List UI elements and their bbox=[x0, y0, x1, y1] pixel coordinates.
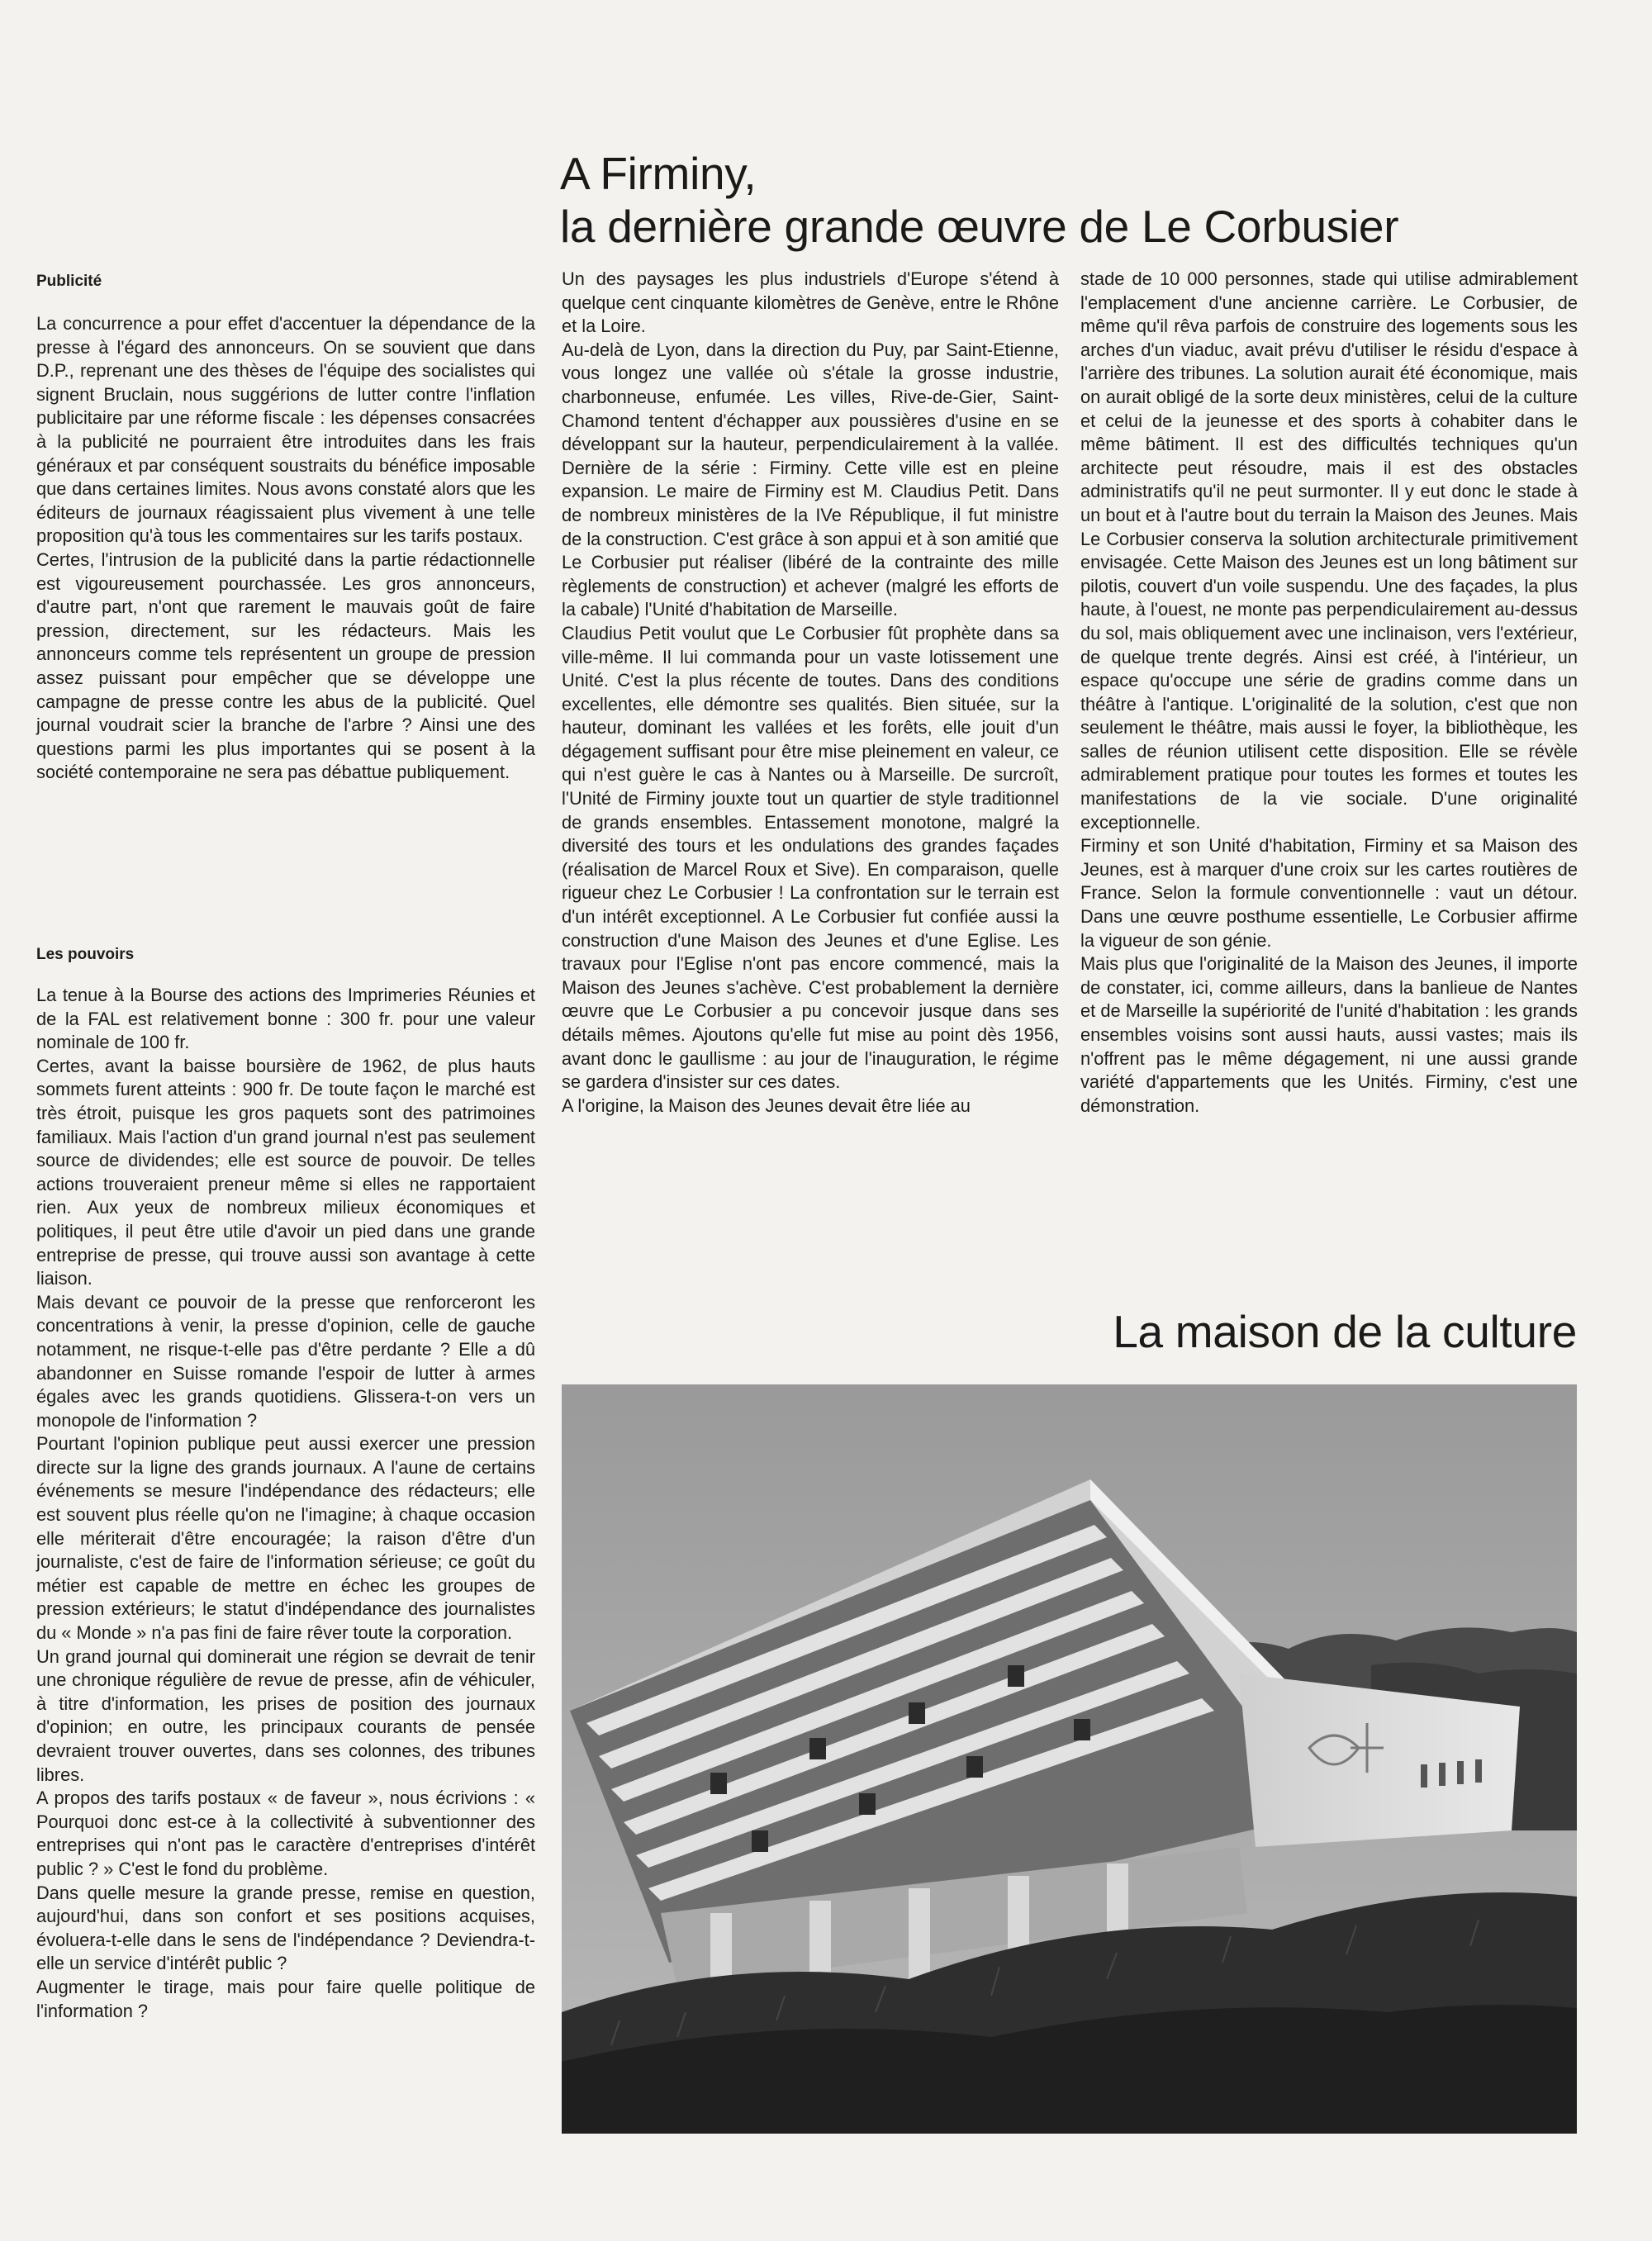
paragraph: Pourtant l'opinion publique peut aussi exercer une pression directe sur la ligne des grands journaux. A l'aune de certains événements se mesure l'indépendance des rédacteurs; elle est souvent plus réelle qu'on ne l'imagine; à chaque occasion elle mériterait d'être encouragée; la raison d'être d'un journaliste, c'est de faire de l'information sérieuse; ce goût du métier est capable de mettre en échec les groupes de pression extérieurs; le statut d'indépendance des journalistes du « Monde » n'a pas fini de faire rêver toute la corporation. bbox=[36, 1433, 535, 1644]
paragraph: Mais devant ce pouvoir de la presse que renforceront les concentrations à venir, la presse d'opinion, celle de gauche notamment, ne risque-t-elle pas d'être perdante ? Elle a dû abandonner en Suisse romande l'espoir de lutter à armes égales avec les grands quotidiens. Glissera-t-on vers un monopole de l'information ? bbox=[36, 1291, 535, 1431]
paragraph: Mais plus que l'originalité de la Maison des Jeunes, il importe de constater, ici, comme ailleurs, dans la banlieue de Nantes et de Marseille la supériorité de l'unité d'habitation : les grands ensembles voisins sont aussi hauts, aussi vastes; mais ils n'offrent pas le même dégagement, ni une aussi grande variété d'appartements que les Unités. Firminy, c'est une démonstration. bbox=[1080, 953, 1578, 1116]
section-subtitle: La maison de la culture bbox=[1113, 1306, 1577, 1357]
paragraph: Un grand journal qui dominerait une région se devrait de tenir une chronique régulière de revue de presse, afin de véhiculer, à titre d'information, les prises de position des journaux d'opinion; en outre, les principaux courants de pensée devraient trouver ouvertes, dans ses colonnes, des tribunes libres. bbox=[36, 1645, 535, 1785]
column-left-publicite bbox=[36, 271, 535, 785]
building-photo bbox=[562, 1384, 1577, 2134]
paragraph: La tenue à la Bourse des actions des Imprimeries Réunies et de la FAL est relativement bonne : 300 fr. pour une valeur nominale de 100 fr. bbox=[36, 985, 535, 1053]
paragraph: Claudius Petit voulut que Le Corbusier fût prophète dans sa ville-même. Il lui commanda pour un vaste lotissement une Unité. C'est la plus récente de toutes. Dans des conditions excellentes, elle démontre ses qualités. Bien située, sur la hauteur, dominant les vallées et les forêts, elle jouit d'un dégagement suffisant pour être mise pleinement en valeur, ce qui n'est guère le cas à Nantes ou à Marseille. De surcroît, l'Unité de Firminy jouxte tout un quartier de style traditionnel de grands ensembles. Entassement monotone, malgré la diversité des tours et les ondulations des grandes façades (réalisation de Marcel Roux et Sive). En comparaison, quelle rigueur chez Le Corbusier ! La confrontation sur le terrain est d'un intérêt exceptionnel. A Le Corbusier fut confiée aussi la construction d'une Maison des Jeunes et d'une Eglise. Les travaux pour l'Eglise n'ont pas encore commencé, mais la Maison des Jeunes s'achève. C'est probablement la dernière œuvre que Le Corbusier a pu concevoir jusque dans ses détails mêmes. Ajoutons qu'elle fut mise au point dès 1956, avant donc le gaullisme : au jour de l'inauguration, le régime se gardera d'insister sur ces dates. bbox=[562, 622, 1059, 1093]
column-middle bbox=[562, 268, 1059, 1118]
heading-les-pouvoirs: Les pouvoirs bbox=[36, 946, 135, 963]
paragraph: Augmenter le tirage, mais pour faire quelle politique de l'information ? bbox=[36, 1976, 535, 2021]
column-right bbox=[1080, 268, 1578, 1118]
paragraph: Certes, avant la baisse boursière de 1962, de plus hauts sommets furent atteints : 900 fr. De toute façon le marché est très étroit, puisque les gros paquets sont des patrimoines familiaux. Mais l'action d'un grand journal n'est pas seulement source de dividendes; elle est source de pouvoir. De telles actions trouveraient preneur même si elles ne rapportaient rien. Aux yeux de nombreux milieux économiques et politiques, il peut être utile d'avoir un pied dans une grande entreprise de presse, qui trouve aussi son avantage à cette liaison. bbox=[36, 1055, 535, 1289]
heading-publicite: Publicité bbox=[36, 273, 102, 290]
column-left-pouvoirs bbox=[36, 944, 535, 2023]
paragraph: A propos des tarifs postaux « de faveur », nous écrivions : « Pourquoi donc est-ce à la collectivité à subventionner des entreprises qui n'ont pas le caractère d'entreprises d'intérêt public ? » C'est le fond du problème. bbox=[36, 1788, 535, 1879]
building-photo-illustration bbox=[562, 1384, 1577, 2134]
paragraph: stade de 10 000 personnes, stade qui utilise admirablement l'emplacement d'une ancienne carrière. Le Corbusier, de même qu'il rêva parfois de construire des logements sous les arches d'un viaduc, avait prévu d'utiliser le résidu d'espace à l'arrière des tribunes. La solution aurait été économique, mais on aurait obligé de la sorte deux ministères, celui de la culture et celui de la jeunesse et des sports à cohabiter dans le même bâtiment. Il est des difficultés techniques qu'un architecte peut résoudre, mais il est des obstacles administratifs qu'il ne peut surmonter. Il y eut donc le stade à un bout et à l'autre bout du terrain la Maison des Jeunes. Mais Le Corbusier conserva la solution architecturale primitivement envisagée. Cette Maison des Jeunes est un long bâtiment sur pilotis, couvert d'un voile suspendu. Une des façades, la plus haute, à l'ouest, ne monte pas perpendiculairement au-dessus du sol, mais obliquement avec une inclinaison, vers l'extérieur, de quelque trente degrés. Ainsi est créé, à l'intérieur, un espace qu'occupe une série de gradins comme dans un théâtre à l'antique. L'originalité de la solution, c'est que non seulement le théâtre, mais aussi le foyer, la bibliothèque, les salles de réunion utilisent cette disposition. Elle se révèle admirablement pratique pour toutes les formes et toutes les manifestations de la vie sociale. D'une originalité exceptionnelle. bbox=[1080, 268, 1578, 833]
paragraph: Un des paysages les plus industriels d'Europe s'étend à quelque cent cinquante kilomètres de Genève, entre le Rhône et la Loire. bbox=[562, 268, 1059, 337]
paragraph: Certes, l'intrusion de la publicité dans la partie rédactionnelle est vigoureusement pourchassée. Les gros annonceurs, d'autre part, n'ont que rarement le mauvais goût de faire pression, directement, sur les rédacteurs. Mais les annonceurs comme tels représentent un groupe de pression assez puissant pour empêcher que se développe une campagne de presse contre les abus de la publicité. Quel journal voudrait scier la branche de l'arbre ? Ainsi une des questions parmi les plus importantes qui se posent à la société contemporaine ne sera pas débattue publiquement. bbox=[36, 548, 535, 783]
article-title-line-1: A Firminy, bbox=[560, 148, 757, 199]
paragraph: A l'origine, la Maison des Jeunes devait être liée au bbox=[562, 1094, 971, 1116]
paragraph: Dans quelle mesure la grande presse, remise en question, aujourd'hui, dans son confort et ses positions acquises, évoluera-t-elle dans le sens de l'indépendance ? Deviendra-t-elle un service d'intérêt public ? bbox=[36, 1882, 535, 1974]
paragraph: Firminy et son Unité d'habitation, Firminy et sa Maison des Jeunes, est à marquer d'une croix sur les cartes routières de France. Selon la formule conventionnelle : vaut un détour. Dans une œuvre posthume essentielle, Le Corbusier affirme la vigueur de son génie. bbox=[1080, 835, 1578, 951]
article-title bbox=[560, 147, 1398, 253]
paragraph: Au-delà de Lyon, dans la direction du Puy, par Saint-Etienne, vous longez une vallée où s'étale la grosse industrie, charbonneuse, enfumée. Les villes, Rive-de-Gier, Saint-Chamond tentent d'échapper aux poussières d'usine en se développant sur la hauteur, perpendiculairement à la vallée. Dernière de la série : Firminy. Cette ville est en pleine expansion. Le maire de Firminy est M. Claudius Petit. Dans de nombreux ministères de la IVe République, il fut ministre de la construction. C'est grâce à son appui et à son amitié que Le Corbusier put réaliser (libéré de la contrainte des mille règlements de construction) et achever (malgré les efforts de la cabale) l'Unité d'habitation de Marseille. bbox=[562, 339, 1059, 620]
paragraph: La concurrence a pour effet d'accentuer la dépendance de la presse à l'égard des annonceurs. On se souvient que dans D.P., reprenant une des thèses de l'équipe des socialistes qui signent Bruclain, nous suggérions de lutter contre l'inflation publicitaire par une réforme fiscale : les dépenses consacrées à la publicité ne pourraient être introduites dans les frais généraux et par conséquent soustraits du bénéfice imposable que dans certaines limites. Nous avons constaté alors que les éditeurs de journaux réagissaient plus vivement à une telle proposition qu'à tous les commentaires sur les tarifs postaux. bbox=[36, 313, 535, 547]
article-title-line-2: la dernière grande œuvre de Le Corbusier bbox=[560, 201, 1399, 252]
